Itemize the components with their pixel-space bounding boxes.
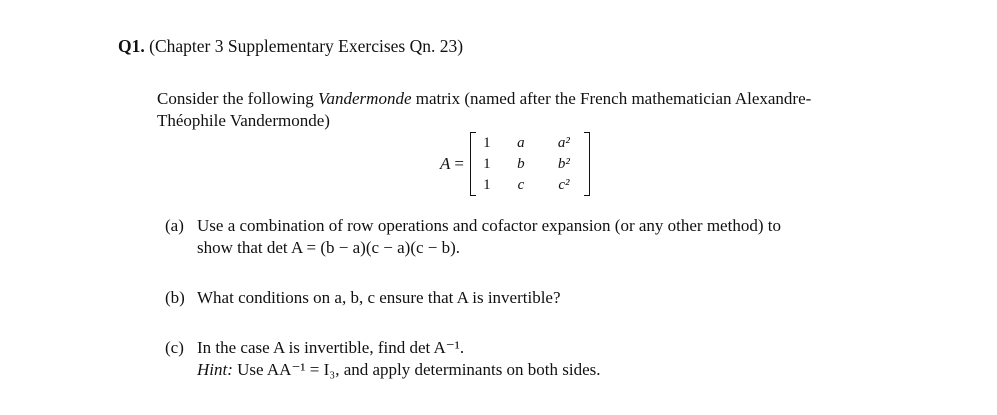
intro-text-rest: matrix (named after the French mathematician Alexandre- (411, 89, 812, 108)
part-b-line1: What conditions on a, b, c ensure that A is invertible? (197, 288, 561, 307)
matrix-cell: 1 (483, 134, 491, 151)
intro-emphasis: Vandermonde (318, 89, 412, 108)
hint-text: Use AA⁻¹ = I₃, and apply determinants on both sides. (232, 360, 601, 379)
part-a (165, 215, 925, 259)
matrix-cell: 1 (483, 176, 491, 193)
matrix-cell: a (517, 134, 525, 151)
matrix-left-bracket (470, 132, 476, 196)
matrix-right-bracket (584, 132, 590, 196)
part-a-label: (a) (165, 216, 184, 235)
intro-paragraph (157, 88, 937, 132)
part-a-line2: show that det A = (b − a)(c − a)(c − b). (197, 238, 461, 257)
part-b (165, 287, 925, 309)
matrix-grid (476, 133, 584, 196)
hint-label: Hint: (197, 360, 233, 379)
matrix-cell: c² (558, 176, 570, 193)
matrix-cell: b (517, 155, 525, 172)
matrix-cell: a² (557, 134, 570, 151)
matrix-cell: c (517, 176, 525, 193)
question-header (118, 36, 463, 57)
matrix-lhs (440, 154, 464, 174)
intro-text-start: Consider the following (157, 89, 319, 108)
part-c-line1: In the case A is invertible, find det A⁻¹. (197, 338, 465, 357)
matrix-equation (440, 132, 590, 196)
matrix-cell: 1 (483, 155, 491, 172)
matrix-equals: = (454, 154, 464, 173)
matrix-cell: b² (557, 155, 570, 172)
matrix-name: A (440, 154, 451, 173)
part-c (165, 337, 925, 381)
question-source: (Chapter 3 Supplementary Exercises Qn. 23) (149, 36, 464, 56)
part-b-label: (b) (165, 288, 185, 307)
question-number: Q1. (118, 36, 145, 56)
part-c-hint (165, 359, 925, 381)
part-a-line1: Use a combination of row operations and cofactor expansion (or any other method) to (197, 216, 781, 235)
part-c-label: (c) (165, 338, 184, 357)
intro-text-line2: Théophile Vandermonde) (157, 111, 330, 130)
